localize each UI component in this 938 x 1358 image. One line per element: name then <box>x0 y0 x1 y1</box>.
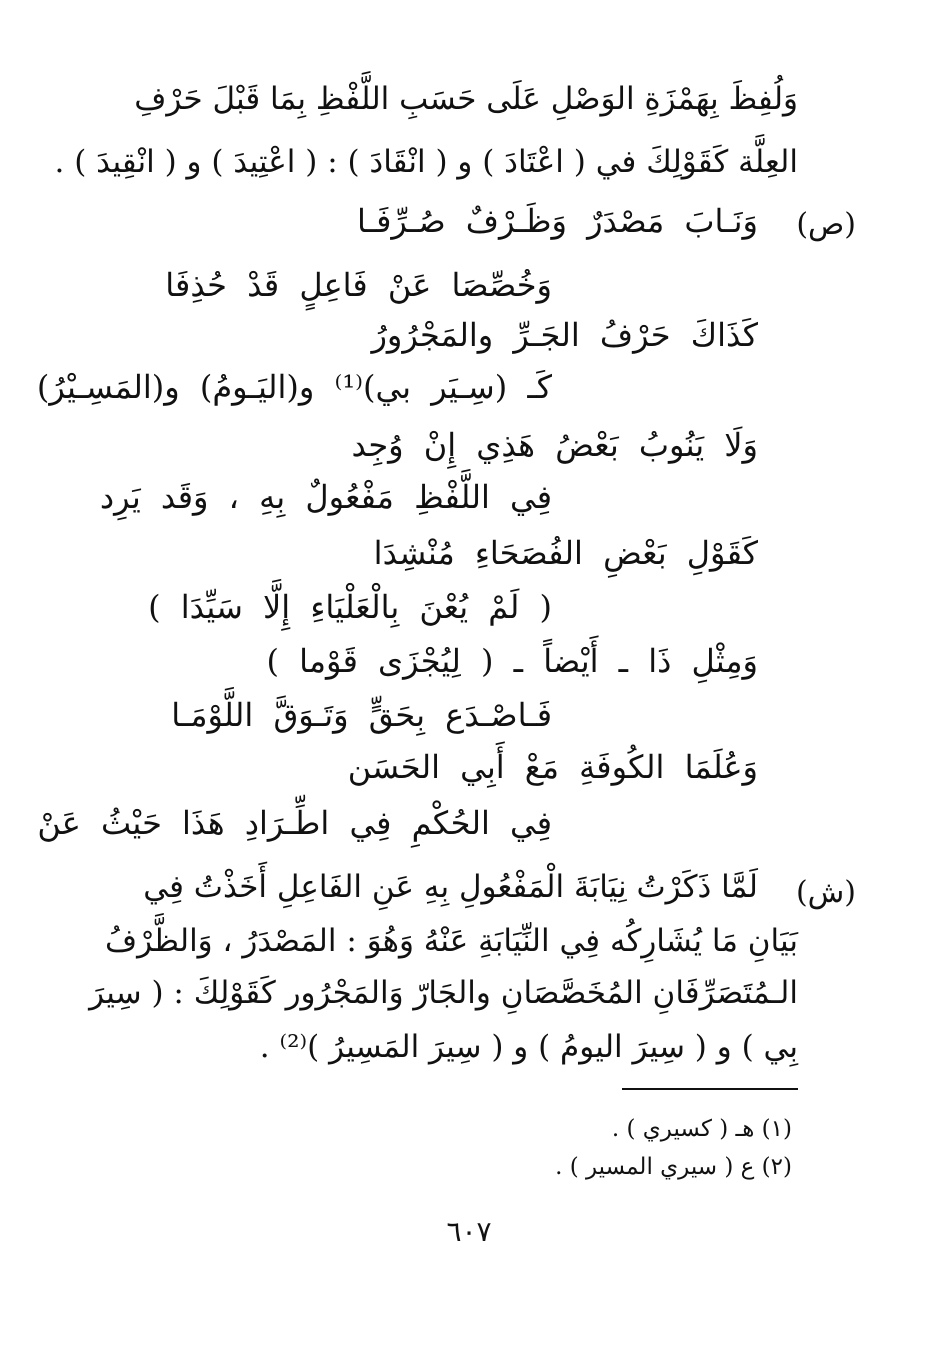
footnote-2: (٢) ع ( سيري المسير ) . <box>555 1154 792 1180</box>
verse-line: وَلَا يَنُوبُ بَعْضُ هَذِي إِنْ وُجِد <box>351 426 758 464</box>
verse-line: وَمِثْلِ ذَا ـ أَيْضاً ـ ( لِيُجْزَى قَوْما ) <box>266 642 758 680</box>
verse-line: وَعُلَمَا الكُوفَةِ مَعْ أَبِي الحَسَن <box>347 748 758 786</box>
commentary-marker: (ش) <box>795 875 856 910</box>
verse-line: وَنَـابَ مَصْدَرٌ وَظَـرْفٌ صُـرِّفَـا <box>356 202 758 240</box>
verse-line: كَقَوْلِ بَعْضِ الفُصَحَاءِ مُنْشِدَا <box>373 534 758 572</box>
verse-line: كَذَاكَ حَرْفُ الجَـرِّ والمَجْرُورُ <box>371 316 758 354</box>
page-number: ٦٠٧ <box>446 1215 492 1248</box>
verse-line: فِي الحُكْمِ فِي اطِّـرَادِ هَذَا حَيْثُ عَنْ <box>37 804 552 842</box>
verse-marker: (ص) <box>796 207 856 242</box>
verse-line: كَـ (سِـيَر بي)⁽¹⁾ و(اليَـومُ) و(المَسِـيْرُ) <box>36 368 552 406</box>
intro-line-2: العِلَّة كَقَوْلِكَ في ( اعْتَادَ ) و ( انْقَادَ ) : ( اعْتِيدَ ) و ( انْقِيدَ ) . <box>54 144 798 180</box>
intro-line-1: وَلُفِظَ بِهَمْزَةِ الوَصْلِ عَلَى حَسَبِ اللَّفْظِ بِمَا قَبْلَ حَرْفِ <box>134 81 798 117</box>
commentary-line-3: الـمُتَصَرِّفَانِ المُخَصَّصَانِ والجَارّ وَالمَجْرُور كَقَوْلِكَ : ( سِيرَ <box>89 975 798 1011</box>
footnote-1: (١) هـ ( كسيري ) . <box>611 1116 792 1142</box>
commentary-line-1: لَمَّا ذَكَرْتُ نِيَابَةَ الْمَفْعُولِ بِهِ عَنِ الفَاعِلِ أَخَذْتُ فِي <box>143 869 758 905</box>
commentary-line-2: بَيَانِ مَا يُشَارِكُه فِي النِّيَابَةِ عَنْهُ وَهُوَ : المَصْدَرُ ، وَالظَّرْفُ <box>104 923 798 959</box>
footnote-separator <box>622 1088 798 1090</box>
verse-line: فِي اللَّفْظِ مَفْعُولٌ بِهِ ، وَقَد يَرِد <box>99 478 552 516</box>
verse-line: ( لَمْ يُعْنَ بِالْعَلْيَاءِ إِلَّا سَيِّدَا ) <box>148 588 552 626</box>
verse-line: وَخُصِّصَا عَنْ فَاعِلٍ قَدْ حُذِفَا <box>165 266 552 304</box>
verse-line: فَـاصْـدَع بِحَقٍّ وَتَـوَقَّ اللَّوْمَـا <box>171 696 552 734</box>
commentary-line-4: بِي ) و ( سِيرَ اليومُ ) و ( سِيرَ المَسِيرُ )⁽²⁾ . <box>259 1029 798 1065</box>
